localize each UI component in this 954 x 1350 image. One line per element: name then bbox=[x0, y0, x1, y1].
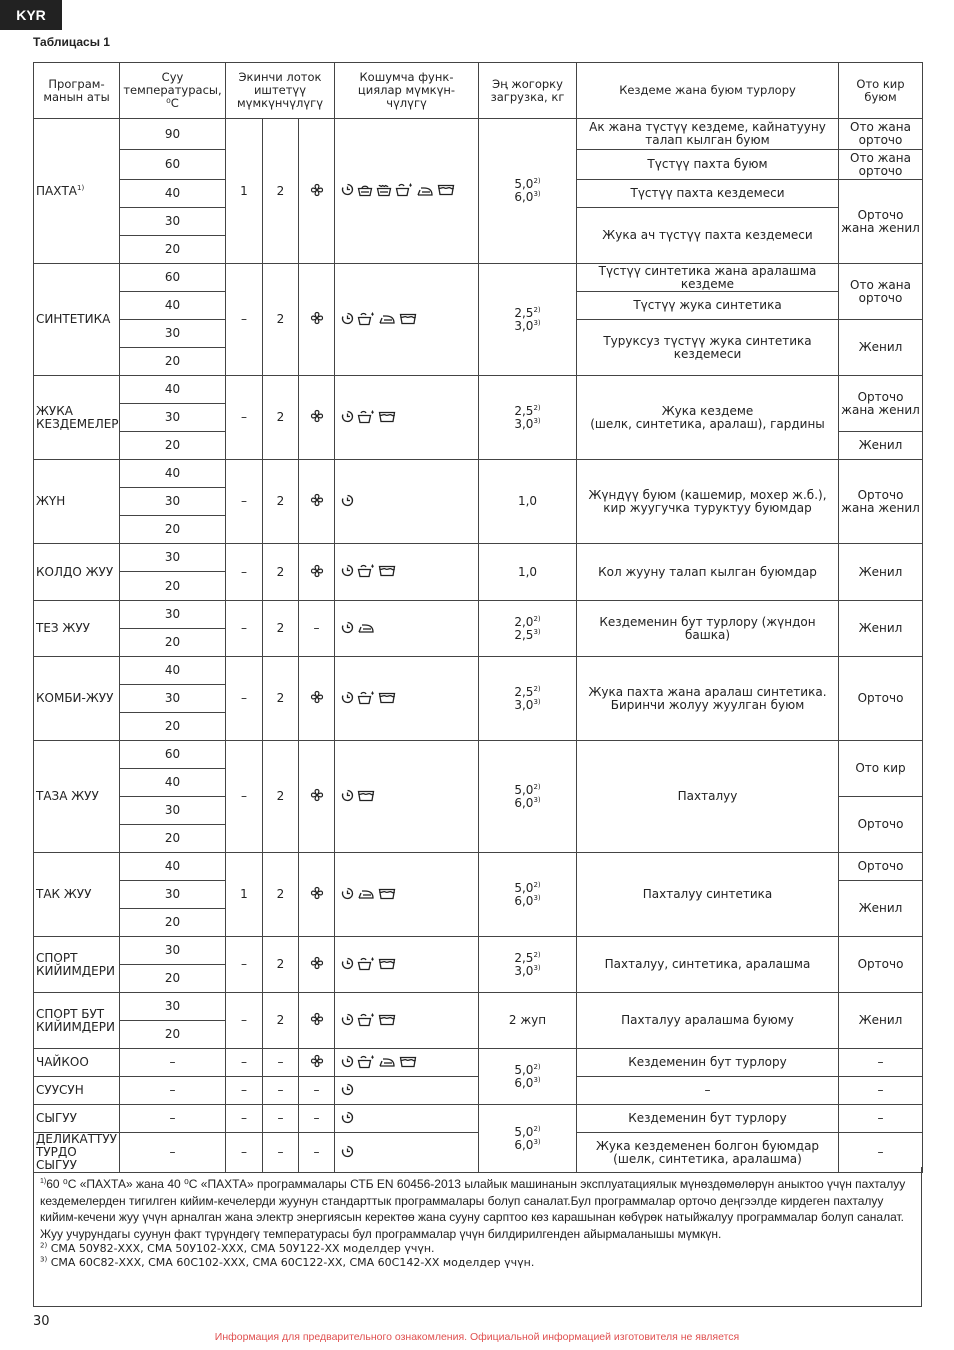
fabric-cell: Пахталуу bbox=[577, 741, 839, 853]
fabric-cell: Жүндүү буюм (кашемир, мохер ж.б.), кир жуугучка туруктуу буюмдар bbox=[577, 460, 839, 544]
header-program: Програм- манын аты bbox=[34, 63, 120, 119]
functions-cell bbox=[335, 741, 479, 853]
temp-cell: 20 bbox=[120, 713, 226, 741]
fan-cell bbox=[299, 853, 335, 937]
extra-rinse-icon bbox=[378, 957, 396, 973]
fan-cell: – bbox=[299, 1105, 335, 1133]
temp-cell: – bbox=[120, 1133, 226, 1173]
tray-2-cell: – bbox=[263, 1133, 299, 1173]
fan-icon bbox=[310, 409, 324, 426]
functions-cell bbox=[335, 853, 479, 937]
tray-1-cell: – bbox=[226, 544, 263, 601]
intensive-icon bbox=[357, 183, 373, 200]
extra-rinse-icon bbox=[399, 312, 417, 328]
fabric-cell: Жука кездеменен болгон буюмдар (шелк, синтетика, аралашма) bbox=[577, 1133, 839, 1173]
temp-cell: 20 bbox=[120, 432, 226, 460]
tray-1-cell: – bbox=[226, 1077, 263, 1105]
load-cell: 1,0 bbox=[479, 544, 577, 601]
load-cell: 5,0$^{2)}$ 6,0$^{3)}$ bbox=[479, 853, 577, 937]
tray-1-cell: 1 bbox=[226, 119, 263, 264]
temp-cell: 20 bbox=[120, 965, 226, 993]
soil-cell: – bbox=[839, 1049, 923, 1077]
functions-cell bbox=[335, 601, 479, 657]
temp-cell: 60 bbox=[120, 741, 226, 769]
timer-icon bbox=[341, 957, 354, 973]
program-table bbox=[33, 62, 923, 1173]
footnote-2: $^{2)}$ СМА 50У82-ХХХ, СМА 50У102-ХХХ, СМА 50У122-ХХ моделдер үчүн. bbox=[40, 1241, 435, 1255]
soil-cell: Ото жана орточо bbox=[839, 119, 923, 150]
header-temp: Суу температурасы, ⁰С bbox=[120, 63, 226, 119]
fabric-cell: Түстүү жука синтетика bbox=[577, 292, 839, 320]
fan-icon bbox=[310, 956, 324, 973]
fabric-cell: Пахталуу аралашма буюму bbox=[577, 993, 839, 1049]
fan-cell bbox=[299, 937, 335, 993]
extra-rinse-icon bbox=[437, 183, 455, 199]
timer-icon bbox=[341, 789, 354, 805]
tray-2-cell: – bbox=[263, 1077, 299, 1105]
load-cell: 2,5$^{2)}$ 3,0$^{3)}$ bbox=[479, 376, 577, 460]
fan-cell: – bbox=[299, 1077, 335, 1105]
fabric-cell: Түстүү пахта буюм bbox=[577, 150, 839, 180]
extra-rinse-icon bbox=[357, 789, 375, 805]
functions-cell bbox=[335, 937, 479, 993]
temp-cell: – bbox=[120, 1049, 226, 1077]
tray-2-cell: 2 bbox=[263, 937, 299, 993]
fabric-cell: Кол жууну талап кылган буюмдар bbox=[577, 544, 839, 601]
fabric-cell: Ак жана түстүү кездеме, кайнатууну талап кылган буюм bbox=[577, 119, 839, 150]
soil-cell: Орточо жана женил bbox=[839, 460, 923, 544]
tray-2-cell: 2 bbox=[263, 601, 299, 657]
extra-rinse-icon bbox=[378, 410, 396, 426]
timer-icon bbox=[341, 564, 354, 580]
soil-cell: Женил bbox=[839, 544, 923, 601]
extra-rinse-icon bbox=[378, 691, 396, 707]
program-name: СПОРТ БУТ КИЙИМДЕРИ bbox=[34, 993, 120, 1049]
tray-2-cell: 2 bbox=[263, 376, 299, 460]
fan-cell bbox=[299, 264, 335, 376]
fan-icon bbox=[310, 886, 324, 903]
load-cell: 2,5$^{2)}$ 3,0$^{3)}$ bbox=[479, 657, 577, 741]
temp-cell: 30 bbox=[120, 685, 226, 713]
prewash-icon bbox=[357, 311, 375, 329]
header-tray: Экинчи лоток иштетүү мүмкүнчүлүгү bbox=[226, 63, 335, 119]
soil-cell: Женил bbox=[839, 881, 923, 937]
timer-icon bbox=[341, 1055, 354, 1071]
fan-cell bbox=[299, 741, 335, 853]
soil-cell: Орточо bbox=[839, 797, 923, 853]
temp-cell: 40 bbox=[120, 853, 226, 881]
functions-cell bbox=[335, 993, 479, 1049]
soil-cell: Орточо bbox=[839, 853, 923, 881]
language-tag: KYR bbox=[0, 0, 62, 30]
temp-cell: 30 bbox=[120, 601, 226, 629]
fabric-cell: Түстүү синтетика жана аралашма кездеме bbox=[577, 264, 839, 292]
tray-2-cell: 2 bbox=[263, 460, 299, 544]
functions-cell bbox=[335, 119, 479, 264]
fabric-cell: Пахталуу, синтетика, аралашма bbox=[577, 937, 839, 993]
soil-cell: Женил bbox=[839, 993, 923, 1049]
fan-icon bbox=[310, 493, 324, 510]
tray-1-cell: – bbox=[226, 460, 263, 544]
tray-2-cell: – bbox=[263, 1049, 299, 1077]
fan-cell bbox=[299, 1049, 335, 1077]
program-name: СПОРТ КИЙИМДЕРИ bbox=[34, 937, 120, 993]
soil-cell: Женил bbox=[839, 320, 923, 376]
load-cell: 5,0$^{2)}$ 6,0$^{3)}$ bbox=[479, 1105, 577, 1173]
temp-cell: 60 bbox=[120, 264, 226, 292]
load-cell: 2,5$^{2)}$ 3,0$^{3)}$ bbox=[479, 264, 577, 376]
program-name: ЖУКА КЕЗДЕМЕЛЕР bbox=[34, 376, 120, 460]
functions-cell bbox=[335, 1077, 479, 1105]
soil-cell: Орточо bbox=[839, 657, 923, 741]
fan-cell bbox=[299, 460, 335, 544]
fabric-cell: Жука ач түстүү пахта кездемеси bbox=[577, 208, 839, 264]
load-cell: 5,0$^{2)}$ 6,0$^{3)}$ bbox=[479, 1049, 577, 1105]
tray-2-cell: 2 bbox=[263, 264, 299, 376]
fabric-cell: Кездеменин бут турлору (жүндон башка) bbox=[577, 601, 839, 657]
fan-cell bbox=[299, 657, 335, 741]
temp-cell: – bbox=[120, 1105, 226, 1133]
soil-cell: Орточо bbox=[839, 937, 923, 993]
program-name: ПАХТА$^{1)}$ bbox=[34, 119, 120, 264]
fan-icon bbox=[310, 788, 324, 805]
program-name: ТАЗА ЖУУ bbox=[34, 741, 120, 853]
program-name: ТЕЗ ЖУУ bbox=[34, 601, 120, 657]
tray-2-cell: 2 bbox=[263, 993, 299, 1049]
timer-icon bbox=[341, 691, 354, 707]
timer-icon bbox=[341, 1111, 354, 1127]
fan-cell bbox=[299, 376, 335, 460]
easy-iron-icon bbox=[357, 886, 375, 903]
tray-2-cell: 2 bbox=[263, 853, 299, 937]
temp-cell: 30 bbox=[120, 544, 226, 572]
soil-cell: Женил bbox=[839, 432, 923, 460]
temp-cell: 20 bbox=[120, 348, 226, 376]
tray-2-cell: – bbox=[263, 1105, 299, 1133]
program-name: СУУСУН bbox=[34, 1077, 120, 1105]
temp-cell: 30 bbox=[120, 488, 226, 516]
load-cell: 5,0$^{2)}$ 6,0$^{3)}$ bbox=[479, 741, 577, 853]
easy-iron-icon bbox=[378, 311, 396, 328]
timer-icon bbox=[341, 494, 354, 510]
extra-rinse-icon bbox=[399, 1055, 417, 1071]
fan-cell: – bbox=[299, 601, 335, 657]
temp-cell: 40 bbox=[120, 460, 226, 488]
easy-iron-icon bbox=[416, 183, 434, 200]
tray-1-cell: – bbox=[226, 657, 263, 741]
temp-cell: 40 bbox=[120, 180, 226, 208]
fan-icon bbox=[310, 1054, 324, 1071]
header-fabric: Кездеме жана буюм турлору bbox=[577, 63, 839, 119]
load-cell: 2,5$^{2)}$ 3,0$^{3)}$ bbox=[479, 937, 577, 993]
prewash-icon bbox=[357, 690, 375, 708]
timer-icon bbox=[341, 887, 354, 903]
timer-icon bbox=[341, 410, 354, 426]
disclaimer: Информация для предварительного ознакомления. Официальной информацией изготовителя не является bbox=[214, 1331, 740, 1343]
fan-cell: – bbox=[299, 1133, 335, 1173]
program-name: ЧАЙКОО bbox=[34, 1049, 120, 1077]
temp-cell: 40 bbox=[120, 376, 226, 404]
tray-1-cell: – bbox=[226, 937, 263, 993]
program-name: СИНТЕТИКА bbox=[34, 264, 120, 376]
timer-icon bbox=[341, 621, 354, 637]
tray-1-cell: – bbox=[226, 1049, 263, 1077]
program-name: ТАК ЖУУ bbox=[34, 853, 120, 937]
soil-cell: Ото жана орточо bbox=[839, 264, 923, 320]
temp-cell: – bbox=[120, 1077, 226, 1105]
page-number: 30 bbox=[33, 1314, 50, 1329]
footnote-1: $^{1)}$60 ⁰С «ПАХТА» жана 40 ⁰С «ПАХТА» программалары СТБ EN 60456-2013 ылайык машинанын эксплуатациялык мүнөздөмөлөрүн аныктоо үчүн пахталуу кездемелерден тигилген кийим-кечелерди жуунун стандарттык программалары болуп саналат.Бул программалар орточо деңгээлде кирдеген пахталуу кийим-кечени жуу үчүн арналган жана электр энергиясын керектөө жана сууну сарптоо көз карашынан көбүрөк натыйжалуу программалар болуп саналат. Жуу учурундагы суунун факт түрүндөгү температурасы бул программалар үчүн билдирилгенден айырмаланышы мүмкүн. bbox=[40, 1177, 906, 1241]
soil-cell: Ото жана орточо bbox=[839, 150, 923, 180]
temp-cell: 30 bbox=[120, 993, 226, 1021]
timer-icon bbox=[341, 183, 354, 199]
soil-cell: Орточо жана женил bbox=[839, 376, 923, 432]
fabric-cell: Пахталуу синтетика bbox=[577, 853, 839, 937]
fabric-cell: Жука пахта жана аралаш синтетика. Биринчи жолуу жуулган буюм bbox=[577, 657, 839, 741]
tray-2-cell: 2 bbox=[263, 741, 299, 853]
tray-1-cell: – bbox=[226, 1133, 263, 1173]
temp-cell: 30 bbox=[120, 937, 226, 965]
prewash-icon bbox=[357, 409, 375, 427]
timer-icon bbox=[341, 1083, 354, 1099]
timer-icon bbox=[341, 312, 354, 328]
easy-iron-icon bbox=[378, 1054, 396, 1071]
temp-cell: 20 bbox=[120, 236, 226, 264]
footnote-3: $^{3)}$ СМА 60С82-ХХХ, СМА 60С102-ХХХ, СМА 60С122-ХХ, СМА 60С142-ХХ моделдер үчүн. bbox=[40, 1255, 535, 1269]
tray-2-cell: 2 bbox=[263, 544, 299, 601]
soil-cell: – bbox=[839, 1133, 923, 1173]
soil-cell: – bbox=[839, 1105, 923, 1133]
tray-2-cell: 2 bbox=[263, 657, 299, 741]
program-name: ДЕЛИКАТТУУ ТУРДО СЫГУУ bbox=[34, 1133, 120, 1173]
fan-icon bbox=[310, 1012, 324, 1029]
soil-cell: – bbox=[839, 1077, 923, 1105]
fabric-cell: Туруксуз түстүү жука синтетика кездемеси bbox=[577, 320, 839, 376]
header-load: Эң жогорку загрузка, кг bbox=[479, 63, 577, 119]
tray-1-cell: – bbox=[226, 264, 263, 376]
prewash-icon bbox=[357, 1012, 375, 1030]
load-cell: 2 жуп bbox=[479, 993, 577, 1049]
functions-cell bbox=[335, 264, 479, 376]
prewash-icon bbox=[395, 182, 413, 200]
temp-cell: 90 bbox=[120, 119, 226, 150]
temp-cell: 20 bbox=[120, 909, 226, 937]
tray-1-cell: – bbox=[226, 741, 263, 853]
timer-icon bbox=[341, 1145, 354, 1161]
timer-icon bbox=[341, 1013, 354, 1029]
temp-cell: 40 bbox=[120, 292, 226, 320]
soak-icon bbox=[376, 183, 392, 200]
tray-1-cell: – bbox=[226, 993, 263, 1049]
functions-cell bbox=[335, 376, 479, 460]
fabric-cell: Кездеменин бут турлору bbox=[577, 1049, 839, 1077]
header-soil: Ото кир буюм bbox=[839, 63, 923, 119]
temp-cell: 30 bbox=[120, 208, 226, 236]
fan-cell bbox=[299, 119, 335, 264]
extra-rinse-icon bbox=[378, 887, 396, 903]
load-cell: 5,0$^{2)}$ 6,0$^{3)}$ bbox=[479, 119, 577, 264]
functions-cell bbox=[335, 657, 479, 741]
prewash-icon bbox=[357, 563, 375, 581]
temp-cell: 40 bbox=[120, 769, 226, 797]
soil-cell: Орточо жана женил bbox=[839, 180, 923, 264]
fan-cell bbox=[299, 544, 335, 601]
fan-icon bbox=[310, 564, 324, 581]
temp-cell: 30 bbox=[120, 404, 226, 432]
temp-cell: 20 bbox=[120, 1021, 226, 1049]
fan-cell bbox=[299, 993, 335, 1049]
extra-rinse-icon bbox=[378, 564, 396, 580]
tray-1-cell: – bbox=[226, 376, 263, 460]
tray-1-cell: – bbox=[226, 1105, 263, 1133]
functions-cell bbox=[335, 1049, 479, 1077]
fan-icon bbox=[310, 311, 324, 328]
temp-cell: 60 bbox=[120, 150, 226, 180]
footnotes bbox=[33, 1167, 922, 1307]
temp-cell: 20 bbox=[120, 629, 226, 657]
header-funcs: Кошумча функ- циялар мүмкүн- чүлүгү bbox=[335, 63, 479, 119]
prewash-icon bbox=[357, 1054, 375, 1072]
program-name: ЖҮН bbox=[34, 460, 120, 544]
temp-cell: 30 bbox=[120, 881, 226, 909]
temp-cell: 30 bbox=[120, 320, 226, 348]
temp-cell: 30 bbox=[120, 797, 226, 825]
tray-1-cell: 1 bbox=[226, 853, 263, 937]
fabric-cell: Жука кездеме (шелк, синтетика, аралаш), гардины bbox=[577, 376, 839, 460]
soil-cell: Ото кир bbox=[839, 741, 923, 797]
fabric-cell: Түстүү пахта кездемеси bbox=[577, 180, 839, 208]
extra-rinse-icon bbox=[378, 1013, 396, 1029]
fabric-cell: – bbox=[577, 1077, 839, 1105]
table-title: Таблицасы 1 bbox=[33, 35, 110, 49]
program-name: СЫГУУ bbox=[34, 1105, 120, 1133]
functions-cell bbox=[335, 544, 479, 601]
fan-icon bbox=[310, 183, 324, 200]
temp-cell: 20 bbox=[120, 572, 226, 601]
program-name: КОЛДО ЖУУ bbox=[34, 544, 120, 601]
fan-icon bbox=[310, 690, 324, 707]
temp-cell: 40 bbox=[120, 657, 226, 685]
easy-iron-icon bbox=[357, 620, 375, 637]
soil-cell: Женил bbox=[839, 601, 923, 657]
temp-cell: 20 bbox=[120, 825, 226, 853]
load-cell: 1,0 bbox=[479, 460, 577, 544]
prewash-icon bbox=[357, 956, 375, 974]
load-cell: 2,0$^{2)}$ 2,5$^{3)}$ bbox=[479, 601, 577, 657]
tray-2-cell: 2 bbox=[263, 119, 299, 264]
tray-1-cell: – bbox=[226, 601, 263, 657]
functions-cell bbox=[335, 1105, 479, 1133]
fabric-cell: Кездеменин бут турлору bbox=[577, 1105, 839, 1133]
program-name: КОМБИ-ЖУУ bbox=[34, 657, 120, 741]
functions-cell bbox=[335, 460, 479, 544]
temp-cell: 20 bbox=[120, 516, 226, 544]
